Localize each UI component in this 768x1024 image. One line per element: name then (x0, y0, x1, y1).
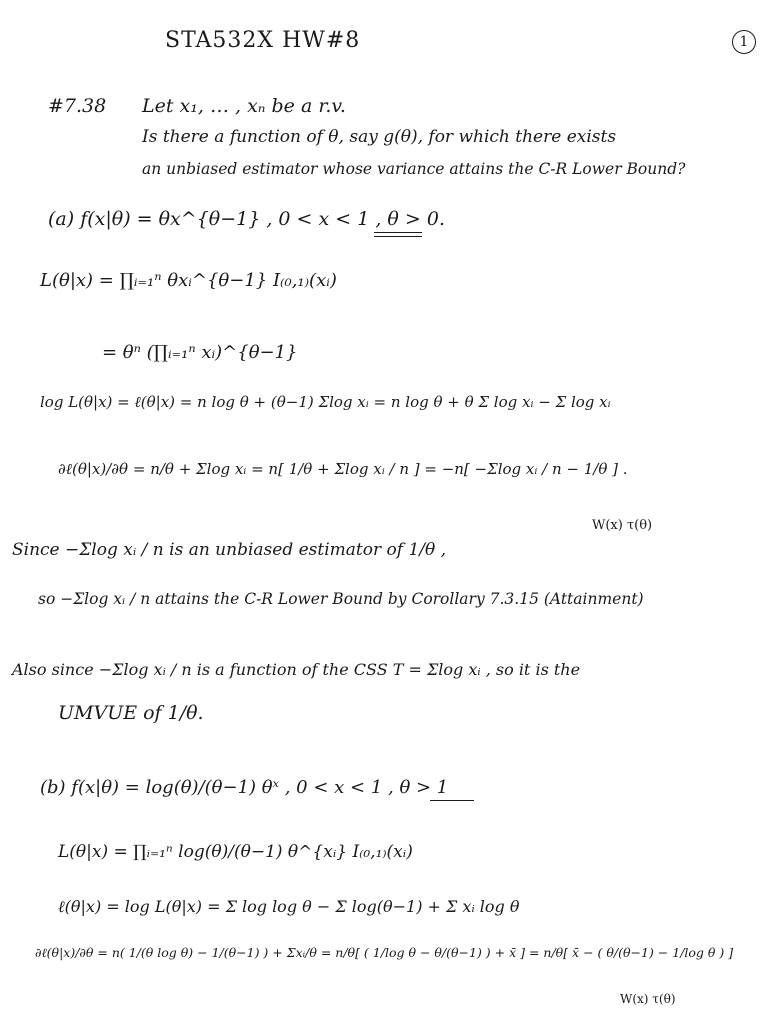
part-b-density: (b) f(x|θ) = log(θ)/(θ−1) θˣ , 0 < x < 1 , θ > 1 (40, 777, 449, 798)
part-b-score: ∂ℓ(θ|x)/∂θ = n( 1/(θ log θ) − 1/(θ−1) ) + Σxᵢ/θ = n/θ[ ( 1/log θ − θ/(θ−1) ) + x̄ ] = n/θ[ x̄ − ( θ/(θ−1) − 1/log θ ) ] (35, 945, 734, 960)
page-number-circle: 1 (732, 30, 756, 54)
part-a-likelihood: L(θ|x) = ∏ᵢ₌₁ⁿ θxᵢ^{θ−1} I₍₀,₁₎(xᵢ) (40, 270, 337, 291)
part-a-score: ∂ℓ(θ|x)/∂θ = n/θ + Σlog xᵢ = n[ 1/θ + Σlog xᵢ / n ] = −n[ −Σlog xᵢ / n − 1/θ ] . (58, 460, 628, 478)
part-b-underline (430, 800, 474, 801)
part-a-also-line-2: UMVUE of 1/θ. (58, 702, 204, 724)
part-a-also-line-1: Also since −Σlog xᵢ / n is a function of the CSS T = Σlog xᵢ , so it is the (12, 660, 581, 679)
part-b-likelihood: L(θ|x) = ∏ᵢ₌₁ⁿ log(θ)/(θ−1) θ^{xᵢ} I₍₀,₁₎(xᵢ) (58, 842, 413, 862)
problem-number: #7.38 (48, 95, 107, 117)
part-a-score-labels: W(x) τ(θ) (592, 518, 653, 533)
problem-question-line-2: an unbiased estimator whose variance attains the C-R Lower Bound? (142, 160, 686, 178)
part-a-since-line-1: Since −Σlog xᵢ / n is an unbiased estimator of 1/θ , (12, 540, 447, 560)
part-a-likelihood-simplified: = θⁿ (∏ᵢ₌₁ⁿ xᵢ)^{θ−1} (102, 342, 298, 363)
problem-question-line-1: Is there a function of θ, say g(θ), for which there exists (142, 127, 617, 147)
part-a-since-line-2: so −Σlog xᵢ / n attains the C-R Lower Bound by Corollary 7.3.15 (Attainment) (38, 590, 644, 608)
problem-intro: Let x₁, … , xₙ be a r.v. (142, 95, 346, 117)
part-a-loglikelihood: log L(θ|x) = ℓ(θ|x) = n log θ + (θ−1) Σlog xᵢ = n log θ + θ Σ log xᵢ − Σ log xᵢ (40, 393, 611, 411)
part-b-loglikelihood: ℓ(θ|x) = log L(θ|x) = Σ log log θ − Σ log(θ−1) + Σ xᵢ log θ (58, 897, 520, 916)
part-a-double-underline (374, 232, 422, 237)
part-a-density: (a) f(x|θ) = θx^{θ−1} , 0 < x < 1 , θ > 0. (48, 208, 445, 230)
part-b-score-labels: W(x) τ(θ) (620, 992, 676, 1006)
page-title: STA532X HW#8 (165, 28, 361, 53)
